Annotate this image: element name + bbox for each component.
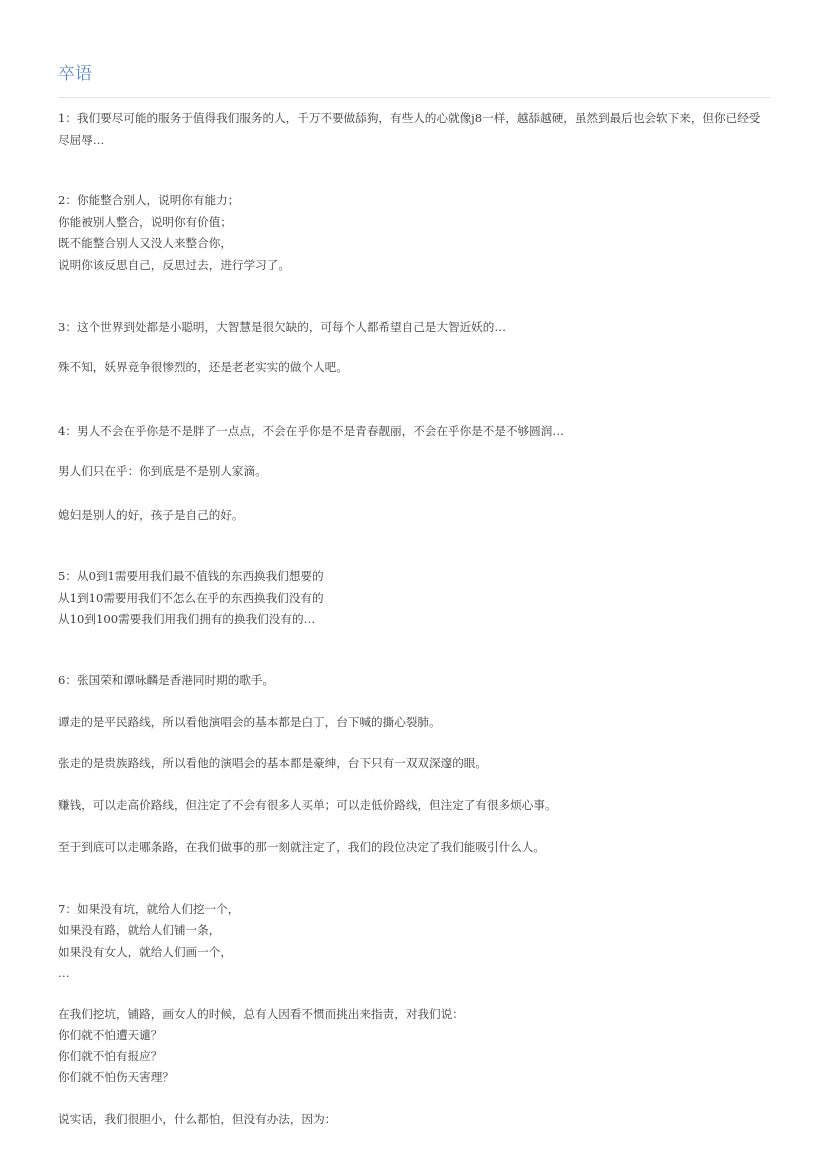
paragraph-line: 3：这个世界到处都是小聪明，大智慧是很欠缺的，可每个人都希望自己是大智近妖的…	[58, 320, 506, 334]
paragraph-line: 你们就不怕伤天害理？	[58, 1070, 174, 1084]
paragraph-line: 你们就不怕遭天谴？	[58, 1028, 163, 1042]
paragraph-line: 谭走的是平民路线，所以看他演唱会的基本都是白丁，台下喊的撕心裂肺。	[58, 715, 441, 729]
paragraph-line: 如果没有路，就给人们铺一条，	[58, 923, 221, 937]
paragraph-line: 1：我们要尽可能的服务于值得我们服务的人，千万不要做舔狗，有些人的心就像j8一样，越舔越硬，虽然到最后也会软下来，但你已经受尽屈辱…	[58, 111, 761, 147]
paragraph-line: 5：从0到1需要用我们最不值钱的东西换我们想要的	[58, 569, 324, 583]
paragraph-line: 说明你该反思自己，反思过去，进行学习了。	[58, 258, 290, 272]
paragraph-line: 7：如果没有坑，就给人们挖一个，	[58, 902, 240, 916]
paragraph-line: 从10到100需要我们用我们拥有的换我们没有的…	[58, 612, 316, 626]
paragraph-line: 殊不知，妖界竞争很惨烈的，还是老老实实的做个人吧。	[58, 360, 348, 374]
page-title: 卒语	[58, 64, 92, 84]
paragraph-line: 在我们挖坑，铺路，画女人的时候，总有人因看不惯而挑出来指责，对我们说：	[58, 1007, 464, 1021]
title-divider	[58, 97, 770, 98]
paragraph-line: 至于到底可以走哪条路，在我们做事的那一刻就注定了，我们的段位决定了我们能吸引什么人。	[58, 840, 545, 854]
paragraph-line: 6：张国荣和谭咏麟是香港同时期的歌手。	[58, 673, 275, 687]
paragraph-line: 男人们只在乎：你到底是不是别人家滴。	[58, 464, 267, 478]
paragraph-line: 媳妇是别人的好，孩子是自己的好。	[58, 508, 244, 522]
paragraph-line: 如果没有女人，就给人们画一个，	[58, 945, 232, 959]
paragraph-line: 说实话，我们很胆小，什么都怕，但没有办法，因为：	[58, 1112, 337, 1126]
paragraph-line: 你们就不怕有报应？	[58, 1049, 163, 1063]
paragraph-line: 赚钱，可以走高价路线，但注定了不会有很多人买单；可以走低价路线，但注定了有很多烦心事。	[58, 798, 557, 812]
paragraph-line: 既不能整合别人又没人来整合你，	[58, 236, 232, 250]
paragraph-line: …	[58, 966, 70, 980]
paragraph-line: 2：你能整合别人，说明你有能力；	[58, 193, 240, 207]
paragraph-line: 4：男人不会在乎你是不是胖了一点点，不会在乎你是不是青春靓丽，不会在乎你是不是不够圆润…	[58, 424, 564, 438]
paragraph-line: 你能被别人整合，说明你有价值；	[58, 215, 232, 229]
paragraph-line: 从1到10需要用我们不怎么在乎的东西换我们没有的	[58, 591, 324, 605]
paragraph-line: 张走的是贵族路线，所以看他的演唱会的基本都是豪绅，台下只有一双双深邃的眼。	[58, 756, 487, 770]
